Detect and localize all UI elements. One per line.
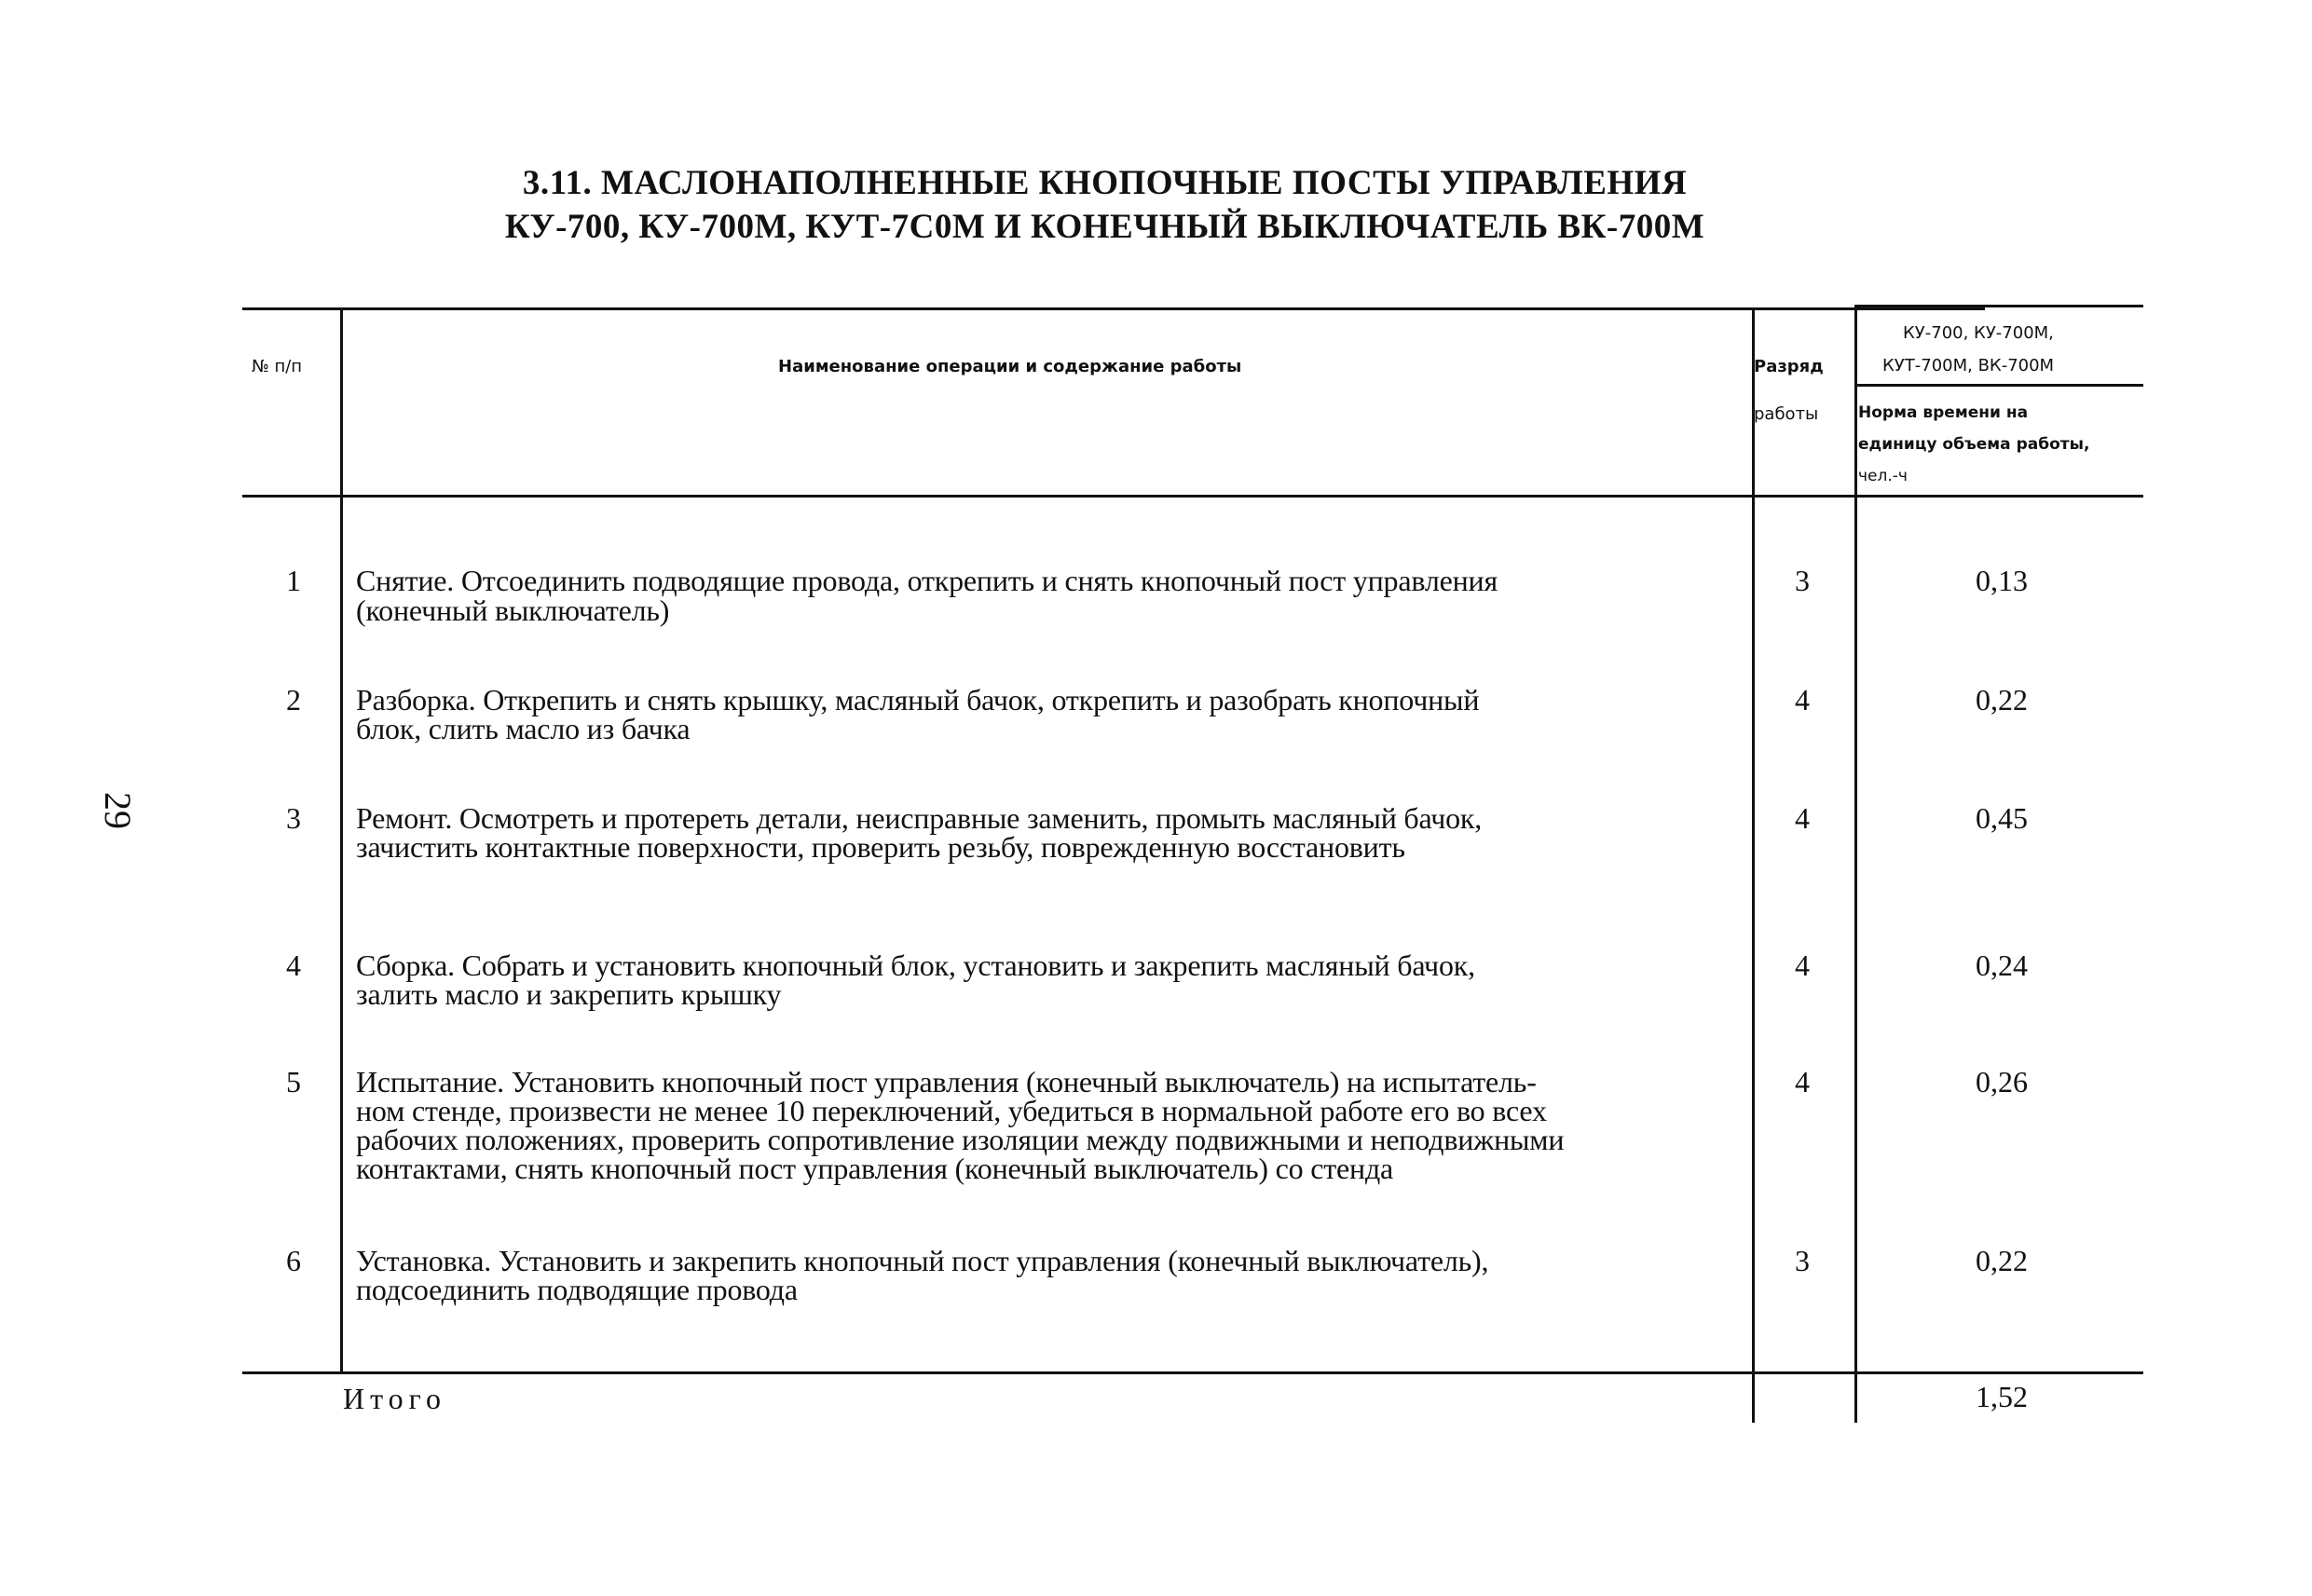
row-5-desc-line-4: контактами, снять кнопочный пост управления (конечный выключатель) со стенда (356, 1152, 1394, 1185)
header-group-line-2: КУТ-700М, ВК-700М (1882, 356, 2055, 375)
row-6-grade: 3 (1795, 1244, 1810, 1277)
row-1-desc-line-2: (конечный выключатель) (356, 593, 670, 627)
row-2-desc-line-1: Разборка. Открепить и снять крышку, масляный бачок, открепить и разобрать кнопочный (356, 683, 1480, 716)
row-1-desc-line-1: Снятие. Отсоединить подводящие провода, открепить и снять кнопочный пост управления (356, 564, 1498, 597)
page-number: 29 (97, 792, 139, 829)
row-5-num: 5 (286, 1065, 301, 1098)
header-grade-line-2: работы (1754, 404, 1819, 424)
row-6-desc-line-2: подсоединить подводящие провода (356, 1273, 798, 1306)
column-divider-2 (1752, 309, 1755, 1423)
column-divider-3 (1854, 306, 1857, 1423)
header-norm-line-1: Норма времени на (1858, 403, 2029, 422)
subheader-rule (1856, 384, 2143, 387)
row-6-num: 6 (286, 1244, 301, 1277)
header-bottom-rule (242, 495, 2143, 498)
row-4-num: 4 (286, 948, 301, 982)
row-4-norm: 0,24 (1976, 948, 2028, 982)
row-1-grade: 3 (1795, 564, 1810, 597)
table-top-rule-right (1854, 305, 2143, 307)
row-5-desc-line-2: ном стенде, произвести не менее 10 переключений, убедиться в нормальной работе его во всех (356, 1094, 1547, 1127)
row-3-norm: 0,45 (1976, 801, 2028, 835)
row-4-desc-line-1: Сборка. Собрать и установить кнопочный блок, установить и закрепить масляный бачок, (356, 948, 1475, 982)
row-2-grade: 4 (1795, 683, 1810, 716)
header-operation: Наименование операции и содержание работы (778, 357, 1242, 376)
header-grade-line-1: Разряд (1754, 357, 1824, 376)
row-5-desc-line-3: рабочих положениях, проверить сопротивление изоляции между подвижными и неподвижными (356, 1123, 1565, 1156)
row-2-desc-line-2: блок, слить масло из бачка (356, 712, 691, 745)
row-5-norm: 0,26 (1976, 1065, 2028, 1098)
total-value: 1,52 (1976, 1380, 2028, 1413)
document-title-line-2: КУ-700, КУ-700М, КУТ-7С0М И КОНЕЧНЫЙ ВЫКЛЮЧАТЕЛЬ ВК-700М (504, 208, 1705, 246)
row-5-desc-line-1: Испытание. Установить кнопочный пост управления (конечный выключатель) на испытатель- (356, 1065, 1537, 1098)
document-title-line-1: 3.11. МАСЛОНАПОЛНЕННЫЕ КНОПОЧНЫЕ ПОСТЫ УПРАВЛЕНИЯ (522, 164, 1688, 202)
row-6-desc-line-1: Установка. Установить и закрепить кнопочный пост управления (конечный выключатель), (356, 1244, 1489, 1277)
row-3-num: 3 (286, 801, 301, 835)
row-1-num: 1 (286, 564, 301, 597)
row-6-norm: 0,22 (1976, 1244, 2028, 1277)
row-5-grade: 4 (1795, 1065, 1810, 1098)
row-2-num: 2 (286, 683, 301, 716)
header-norm-line-3: чел.-ч (1858, 467, 1908, 485)
row-2-norm: 0,22 (1976, 683, 2028, 716)
table-top-rule (242, 307, 1985, 310)
row-1-norm: 0,13 (1976, 564, 2028, 597)
header-norm-line-2: единицу объема работы, (1858, 435, 2090, 454)
column-divider-1 (340, 309, 343, 1373)
row-3-desc-line-2: зачистить контактные поверхности, проверить резьбу, поврежденную восстановить (356, 830, 1405, 864)
row-4-grade: 4 (1795, 948, 1810, 982)
total-top-rule (242, 1371, 2143, 1374)
total-label: Итого (343, 1382, 446, 1415)
header-group-line-1: КУ-700, КУ-700М, (1903, 323, 2054, 343)
row-3-desc-line-1: Ремонт. Осмотреть и протереть детали, неисправные заменить, промыть масляный бачок, (356, 801, 1483, 835)
row-4-desc-line-2: залить масло и закрепить крышку (356, 977, 782, 1011)
header-num: № п/п (252, 357, 303, 376)
row-3-grade: 4 (1795, 801, 1810, 835)
